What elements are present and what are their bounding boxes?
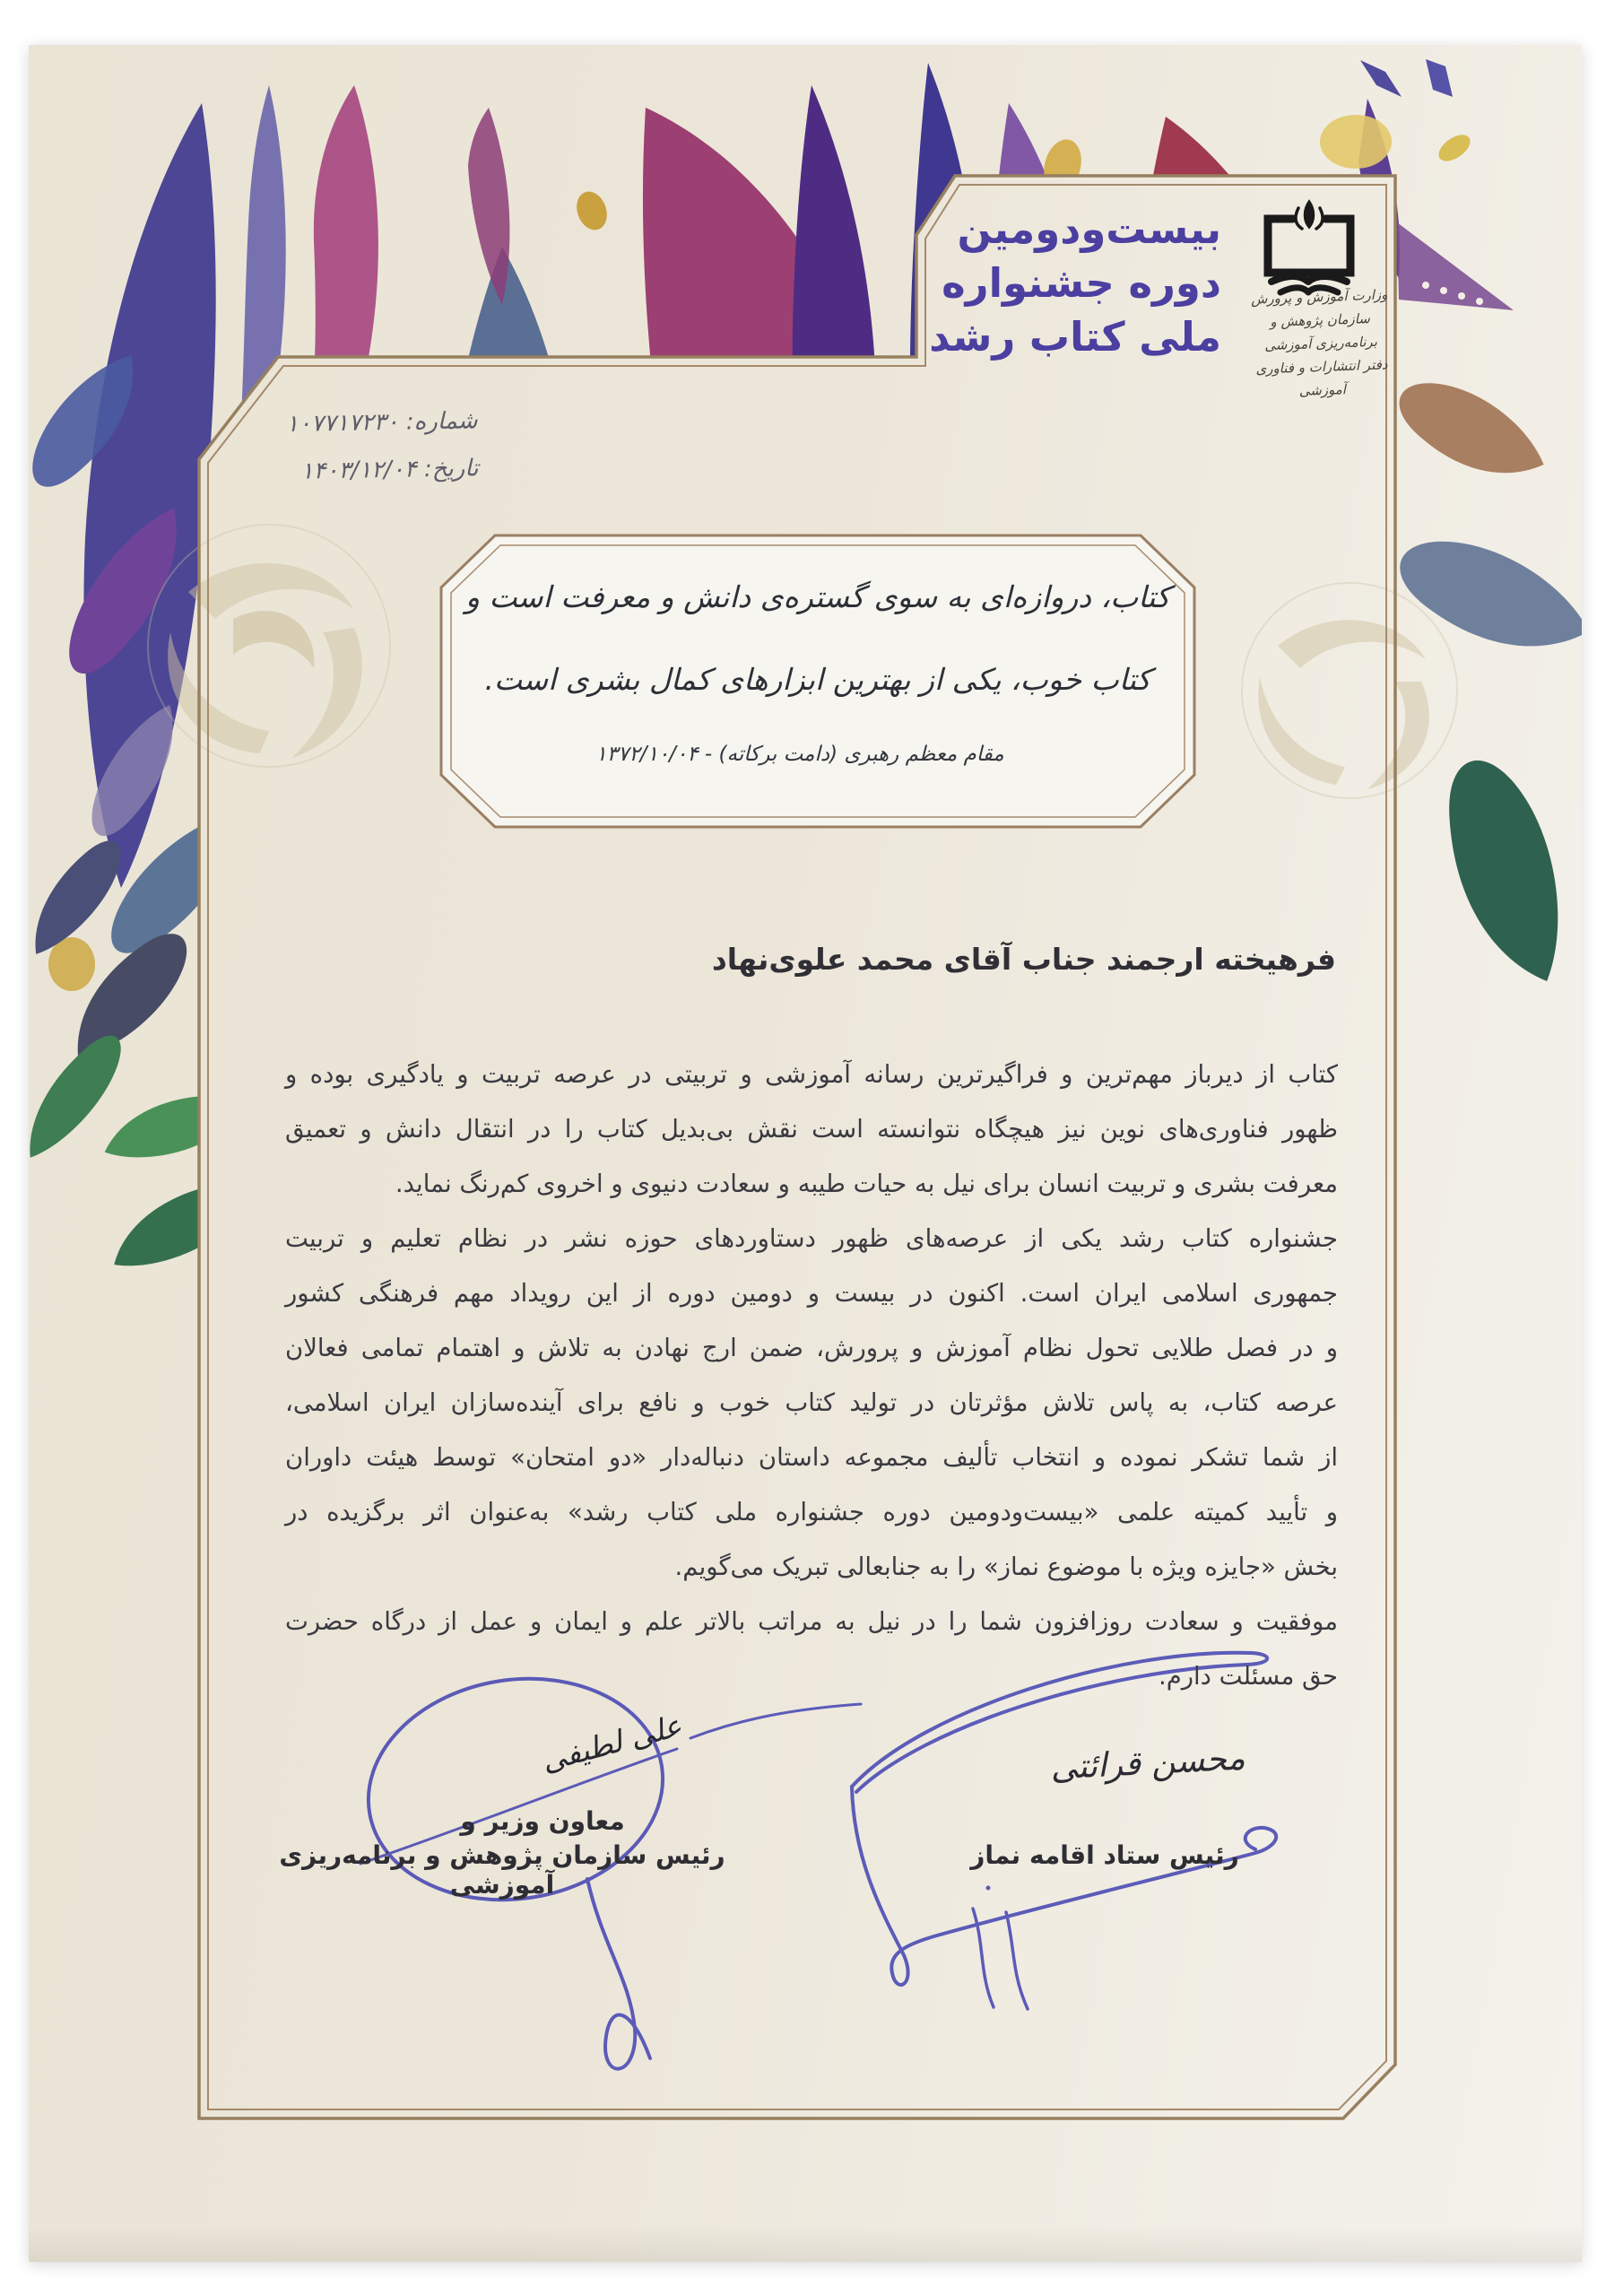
body-line: معرفت بشری و تربیت انسان برای نیل به حیات طیبه و سعادت دنیوی و اخروی کم‌رنگ نماید. (395, 1170, 1338, 1198)
body-line: و در فصل طلایی تحول نظام آموزش و پرورش، ضمن ارج نهادن به تلاش و اهتمام تمامی فعالان (285, 1334, 1338, 1362)
ministry-caption (1247, 283, 1394, 404)
body-line: حق مسئلت دارم. (1158, 1662, 1338, 1691)
body-line: موفقیت و سعادت روزافزون شما را در نیل به مراتب بالاتر علم و ایمان و عمل از درگاه حضرت (285, 1607, 1338, 1636)
quote-text (441, 556, 1194, 721)
festival-title (845, 203, 1221, 364)
salutation: فرهیخته ارجمند جناب آقای محمد علوی‌نهاد (711, 942, 1336, 977)
ministry-book-logo-icon (1268, 201, 1350, 292)
body-line: جشنواره کتاب رشد یکی از عرصه‌های ظهور دستاوردهای حوزه نشر در نظام تعلیم و تربیت (285, 1224, 1338, 1253)
signer-right-name: محسن قرائتی (1049, 1738, 1246, 1787)
festival-title-line: ملی کتاب رشد (929, 313, 1221, 361)
quote-line: کتاب، دروازه‌ای به سوی گستره‌ی دانش و معرفت است و (465, 579, 1170, 614)
quote-line: کتاب خوب، یکی از بهترین ابزارهای کمال بشری است. (484, 662, 1151, 697)
body-line: کتاب از دیرباز مهم‌ترین و فراگیرترین رسانه آموزشی و تربیتی در عرصه تربیت و یادگیری بوده و (285, 1060, 1338, 1089)
body-line: از شما تشکر نموده و انتخاب تألیف مجموعه داستان دنباله‌دار «دو امتحان» توسط هیئت داوران (285, 1443, 1338, 1472)
letter-date (191, 445, 479, 498)
festival-title-line: دوره جشنواره (942, 259, 1221, 307)
body-line: جمهوری اسلامی ایران است. اکنون در بیست و دومین دوره از این رویداد مهم فرهنگی کشور (285, 1279, 1338, 1308)
body-line: و تأیید کمیته علمی «بیست‌ودومین دوره جشنواره ملی کتاب رشد» به‌عنوان اثر برگزیده در (285, 1498, 1338, 1526)
ministry-caption-line: سازمان پژوهش و برنامه‌ریزی آموزشی (1263, 310, 1378, 354)
quote-attribution: مقام معظم رهبری (دامت برکاته) - ۱۳۷۲/۱۰/۰۴ (595, 743, 1004, 766)
letter-number (190, 397, 478, 450)
ministry-caption-line: وزارت آموزش و پرورش (1250, 286, 1388, 308)
festival-title-line: بیست‌ودومین (957, 205, 1221, 253)
letter-date-value: ۱۴۰۳/۱۲/۰۴ (300, 456, 417, 485)
body-line: بخش «جایزه ویژه با موضوع نماز» را به جنابعالی تبریک می‌گویم. (674, 1552, 1338, 1581)
signature-ink-right (852, 1653, 1276, 2009)
signer-left-title-line2: رئیس سازمان پژوهش و برنامه‌ریزی آموزشی (279, 1840, 725, 1900)
body-line: ظهور فناوری‌های نوین نیز هیچگاه نتوانسته است نقش بی‌بدیل کتاب را در انتقال دانش و تعمیق (285, 1115, 1338, 1144)
signer-right-title: رئیس ستاد اقامه نماز (970, 1840, 1239, 1870)
letter-meta (190, 397, 479, 498)
letter-date-label: تاریخ: (423, 455, 479, 483)
ministry-caption-line: دفتر انتشارات و فناوری آموزشی (1255, 356, 1388, 399)
signer-left-name: علی لطیفی (537, 1707, 686, 1779)
letter-number-label: شماره: (405, 407, 478, 436)
letter-number-value: ۱۰۷۷۱۷۲۳۰ (285, 408, 399, 438)
signer-left-title-line1: معاون وزیر و (460, 1806, 625, 1836)
letter-body (285, 1048, 1338, 1704)
body-line: عرصه کتاب، به پاس تلاش مؤثرتان در تولید کتاب خوب و نافع برای آینده‌سازان ایران اسلامی، (285, 1388, 1338, 1417)
